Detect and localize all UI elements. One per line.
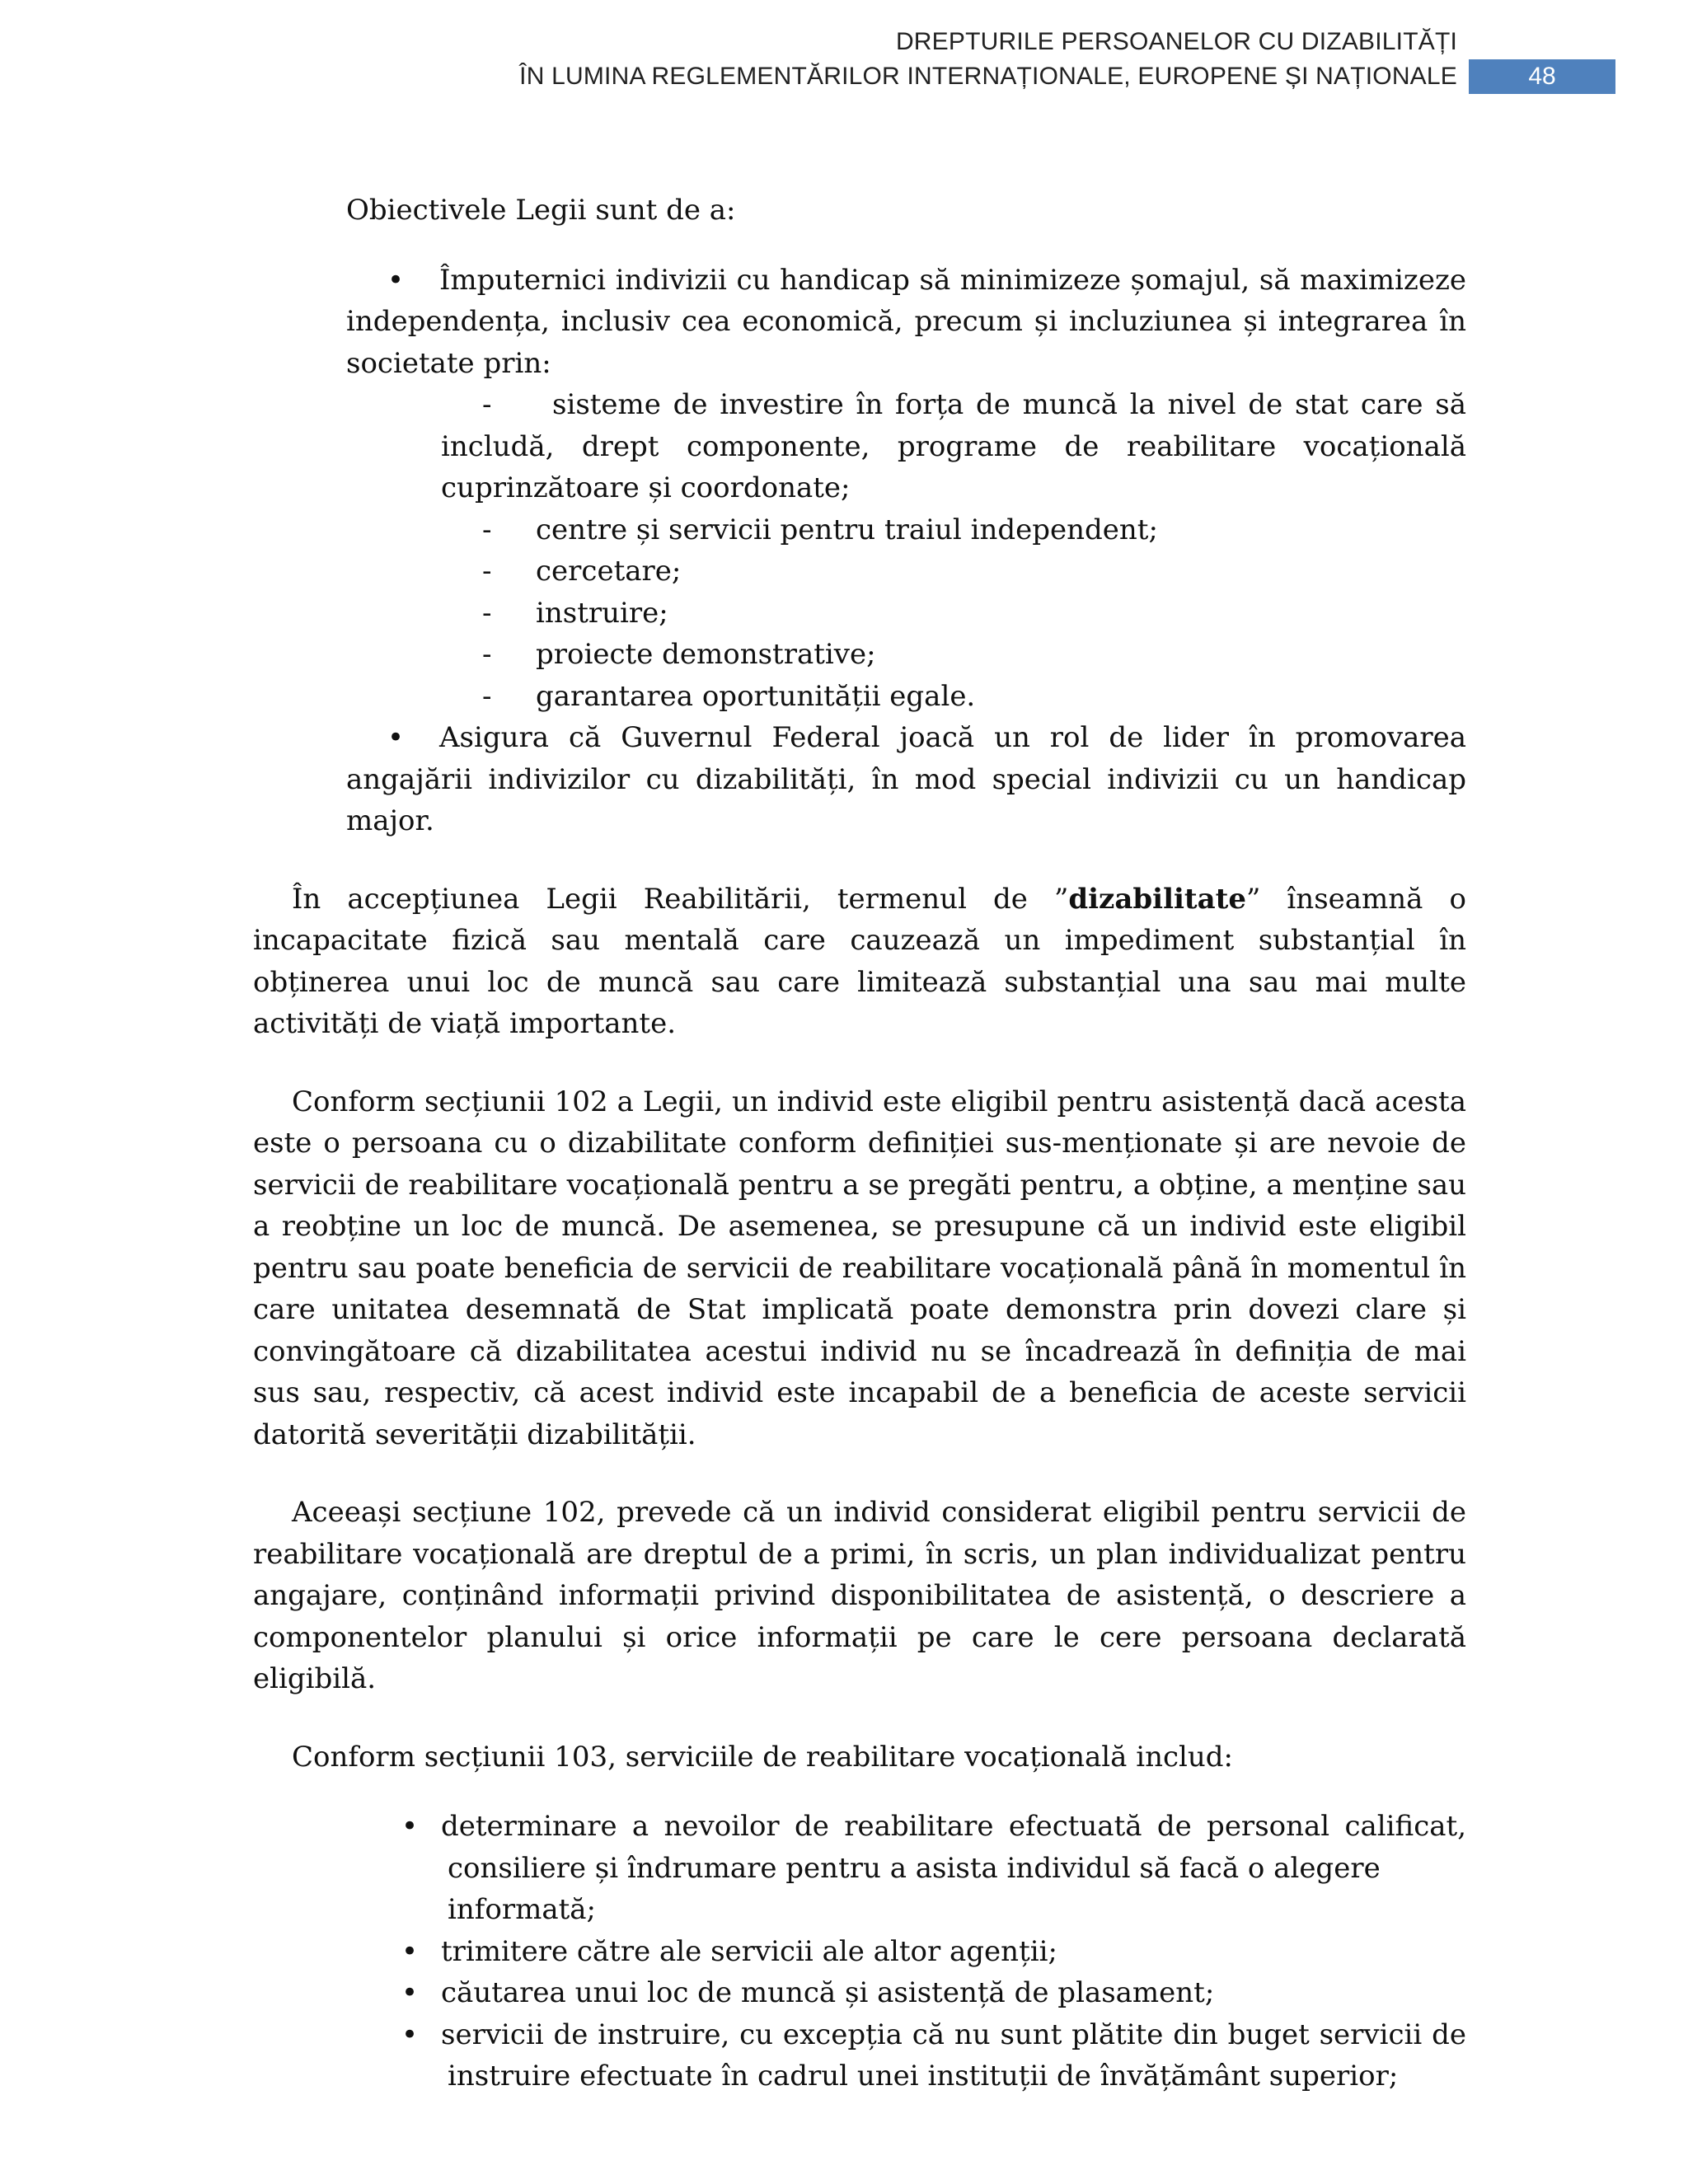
service-item: [401, 1931, 1466, 1973]
bullet-icon: •: [401, 1934, 419, 1968]
section-102-paragraph: Conform secțiunii 102 a Legii, un individ este eligibil pentru asistență dacă acesta este o persoana cu o dizabilitate conform definiției sus-menționate și are nevoie de servicii de reabilitare vocațională pentru a se pregăti pentru, a obține, a menține sau a reobține un loc de muncă. De asemenea, se presupune că un individ este eligibil pentru sau poate beneficia de servicii de reabilitare vocațională până în momentul în care unitatea desemnată de Stat implicată poate demonstra prin dovezi clare și convingătoare că dizabilitatea acestui individ nu se încadrează în definiția de mai sus sau, respectiv, că acest individ este incapabil de a beneficia de aceste servicii datorită severității dizabilității.: [253, 1085, 1466, 1451]
header-title-line2: ÎN LUMINA REGLEMENTĂRILOR INTERNAȚIONALE, EUROPENE ȘI NAȚIONALE: [519, 63, 1457, 90]
section-102-plan-paragraph: Aceeași secțiune 102, prevede că un individ considerat eligibil pentru servicii de reabilitare vocațională are dreptul de a primi, în scris, un plan individualizat pentru angajare, conținând informații privind disponibilitatea de asistență, o descriere a componentelor planului și orice informații pe care le cere persoana declarată eligibilă.: [253, 1496, 1466, 1695]
objectives-list: [346, 260, 1466, 385]
list-item-text: proiecte demonstrative;: [536, 638, 876, 671]
list-item: [441, 509, 1466, 551]
dash-icon: -: [482, 513, 492, 546]
page-number-badge: 48: [1469, 59, 1615, 94]
bullet-icon: •: [387, 721, 405, 754]
service-item: [401, 1972, 1466, 2014]
page-body: [253, 190, 1466, 2097]
list-item-text: instruire;: [536, 596, 668, 630]
list-item: [441, 634, 1466, 676]
bullet-icon: •: [387, 263, 405, 297]
service-line: trimitere către ale servicii ale altor agenții;: [441, 1934, 1057, 1968]
service-line: căutarea unui loc de muncă și asistență de plasament;: [441, 1976, 1215, 2009]
bullet-icon: •: [401, 2018, 419, 2051]
running-header: [0, 23, 1688, 105]
header-title-line1: DREPTURILE PERSOANELOR CU DIZABILITĂȚI: [895, 28, 1457, 55]
objectives-intro: Obiectivele Legii sunt de a:: [346, 194, 736, 227]
dash-icon: -: [482, 638, 492, 671]
dash-icon: -: [482, 555, 492, 588]
dash-icon: -: [482, 679, 492, 713]
service-line: determinare a nevoilor de reabilitare efectuată de personal calificat,: [441, 1810, 1466, 1843]
service-continuation: instruire efectuate în cadrul unei instituții de învățământ superior;: [448, 2060, 1399, 2093]
list-item: [441, 384, 1466, 509]
list-item-text: cercetare;: [536, 555, 682, 588]
bullet-icon: •: [401, 1976, 419, 2009]
bullet-icon: •: [401, 1810, 419, 1843]
paragraph-text: În accepțiunea Legii Reabilitării, termenul de ”: [292, 882, 1069, 916]
service-continuation: consiliere și îndrumare pentru a asista individul să facă o alegere informată;: [448, 1851, 1381, 1926]
objective-text-2: Asigura că Guvernul Federal joacă un rol de lider în promovarea angajării indivizilor cu dizabilități, în mod special indivizii cu un handicap major.: [346, 721, 1466, 837]
services-list: [401, 1806, 1466, 2097]
service-item: [401, 1806, 1466, 1931]
list-item-text: garantarea oportunității egale.: [536, 679, 976, 713]
paragraph-text: ” înseamnă o incapacitate fizică sau mentală care cauzează un impediment substanțial în obținerea unui loc de muncă sau care limitează substanțial una sau mai multe activități de viață importante.: [253, 882, 1466, 1040]
workforce-components-list: [441, 384, 1466, 717]
list-item-text: centre și servicii pentru traiul independent;: [536, 513, 1158, 546]
section-103-intro: Conform secțiunii 103, serviciile de reabilitare vocațională includ:: [292, 1740, 1234, 1774]
objectives-list-2: [346, 717, 1466, 842]
defined-term: dizabilitate: [1068, 882, 1246, 916]
list-item-text: sisteme de investire în forța de muncă la nivel de stat care să includă, drept componente, programe de reabilitare vocațională cuprinzătoare și coordonate;: [441, 388, 1466, 504]
list-item: [441, 593, 1466, 635]
objective-text-1: Împuternici indivizii cu handicap să minimizeze șomajul, să maximizeze independența, inclusiv cea economică, precum și incluziunea și integrarea în societate prin:: [346, 263, 1466, 380]
dash-icon: -: [482, 596, 492, 630]
objective-item-1: [346, 260, 1466, 385]
objective-item-2: [346, 717, 1466, 842]
list-item: [441, 676, 1466, 718]
service-item: [401, 2014, 1466, 2097]
dash-icon: -: [482, 388, 492, 421]
list-item: [441, 551, 1466, 593]
disability-definition-paragraph: [253, 879, 1466, 1045]
service-line: servicii de instruire, cu excepția că nu sunt plătite din buget servicii de: [441, 2018, 1466, 2051]
